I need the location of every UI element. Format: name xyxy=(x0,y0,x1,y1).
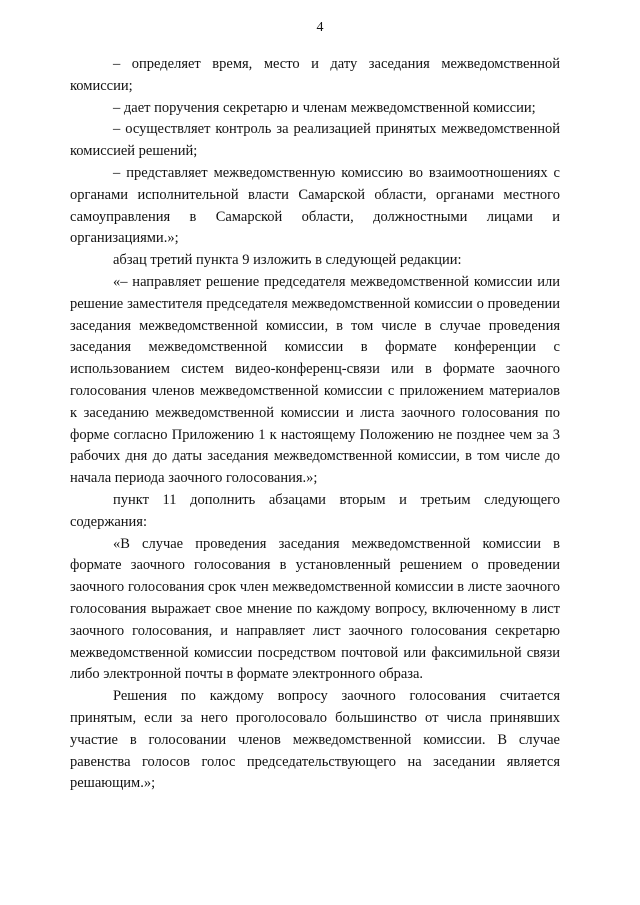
page-number: 4 xyxy=(316,20,324,35)
paragraph: – представляет межведомственную комиссию во взаимоотношениях с органами исполнительной власти Самарской области, органами местного самоуправления в Самарской области, должностными лицами и организациями.»; xyxy=(70,164,560,247)
paragraph: пункт 11 дополнить абзацами вторым и третьим следующего содержания: xyxy=(70,491,560,530)
paragraph: абзац третий пункта 9 изложить в следующей редакции: xyxy=(113,252,462,269)
paragraph: Решения по каждому вопросу заочного голосования считается принятым, если за него проголосовало большинство от числа принявших участие в голосовании членов межведомственной комиссии. В случае равенства голосов голос председательствующего на заседании является решающим.»; xyxy=(70,688,560,792)
paragraph: – дает поручения секретарю и членам межведомственной комиссии; xyxy=(113,99,536,116)
paragraph: – осуществляет контроль за реализацией принятых межведомственной комиссией решений; xyxy=(70,121,560,160)
document-body xyxy=(70,54,560,795)
paragraph: – определяет время, место и дату заседания межведомственной комиссии; xyxy=(70,56,560,94)
paragraph: «– направляет решение председателя межведомственной комиссии или решение заместителя председателя межведомственной комиссии о проведении заседания межведомственной комиссии, в том числе в случае проведения заседания межведомственной комиссии в формате конференции с использованием систем видео-конференц-связи или в формате заочного голосования членов межведомственной комиссии с приложением материалов к заседанию межведомственной комиссии и листа заочного голосования по форме согласно Приложению 1 к настоящему Положению не позднее чем за 3 рабочих дня до даты заседания межведомственной комиссии, в том числе до начала периода заочного голосования.»; xyxy=(70,273,560,487)
paragraph: «В случае проведения заседания межведомственной комиссии в формате заочного голосования в установленный решением о проведении заочного голосования срок член межведомственной комиссии в листе заочного голосования выражает свое мнение по каждому вопросу, включенному в лист заочного голосования, и направляет лист заочного голосования секретарю межведомственной комиссии посредством почтовой или факсимильной связи либо электронной почты в формате электронного образа. xyxy=(70,535,560,683)
